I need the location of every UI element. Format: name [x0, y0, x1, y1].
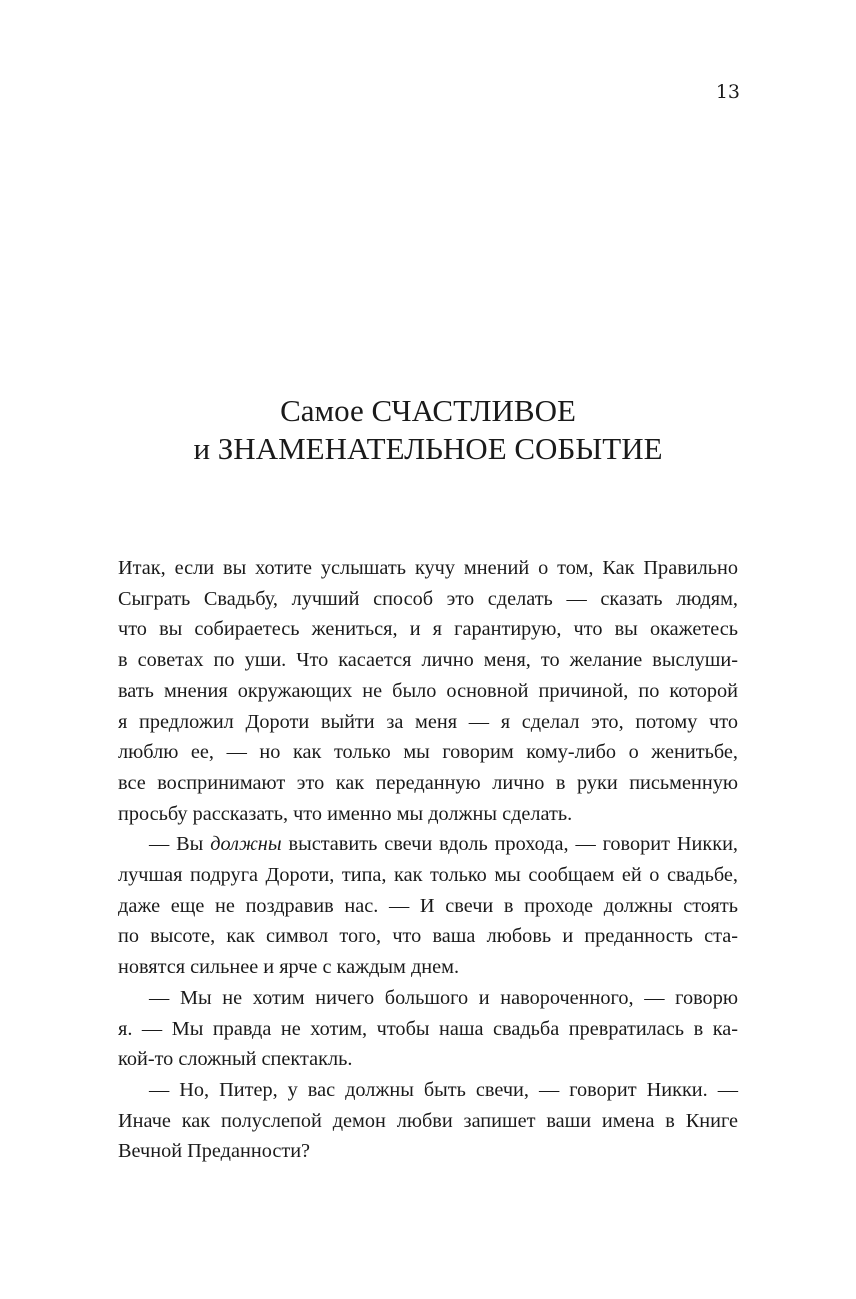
paragraph-3 — [118, 983, 738, 1075]
text-line: лучшая подруга Дороти, типа, как только мы сообщаем ей о свадьбе, — [118, 864, 738, 887]
text-line — [118, 829, 738, 860]
text-line: в советах по уши. Что касается лично меня, то желание выслуши- — [118, 649, 738, 672]
text-line: кой-то сложный спектакль. — [118, 1048, 353, 1071]
text-line: что вы собираетесь жениться, и я гарантирую, что вы окажетесь — [118, 618, 738, 641]
text-line: просьбу рассказать, что именно мы должны сделать. — [118, 802, 573, 825]
text-line: я предложил Дороти выйти за меня — я сделал это, потому что — [118, 710, 738, 733]
chapter-title-line-1: Самое СЧАСТЛИВОЕ — [280, 393, 576, 428]
text-line: я. — Мы правда не хотим, чтобы наша свадьба превратилась в ка- — [118, 1017, 738, 1040]
text-line: по высоте, как символ того, что ваша любовь и преданность ста- — [118, 925, 738, 948]
text-line: Иначе как полуслепой демон любви запишет ваши имена в Книге — [118, 1109, 738, 1132]
text-line: новятся сильнее и ярче с каждым днем. — [118, 956, 460, 979]
text-line: — Мы не хотим ничего большого и навороченного, — говорю — [149, 986, 738, 1009]
text-run: — Вы — [149, 833, 211, 856]
text-line: люблю ее, — но как только мы говорим кому-либо о женитьбе, — [118, 741, 738, 764]
text-line: — Но, Питер, у вас должны быть свечи, — говорит Никки. — — [149, 1078, 738, 1101]
chapter-title — [118, 392, 738, 468]
text-line: Итак, если вы хотите услышать кучу мнений о том, Как Правильно — [118, 557, 738, 579]
paragraph-1 — [118, 553, 738, 829]
page-number: 13 — [715, 81, 740, 103]
text-line: Сыграть Свадьбу, лучший способ это сделать — сказать людям, — [118, 587, 738, 610]
text-run: выставить свечи вдоль прохода, — говорит Никки, — [281, 833, 739, 856]
text-line: все воспринимают это как переданную лично в руки письменную — [118, 771, 738, 794]
paragraph-2 — [118, 829, 738, 983]
emphasis-text: должны — [210, 833, 282, 856]
text-line: Вечной Преданности? — [118, 1140, 311, 1163]
body-text — [118, 553, 738, 1167]
text-line: даже еще не поздравив нас. — И свечи в проходе должны стоять — [118, 894, 738, 917]
text-line: вать мнения окружающих не было основной причиной, по которой — [118, 679, 738, 702]
paragraph-4 — [118, 1075, 738, 1167]
chapter-title-line-2: и ЗНАМЕНАТЕЛЬНОЕ СОБЫТИЕ — [193, 431, 663, 466]
